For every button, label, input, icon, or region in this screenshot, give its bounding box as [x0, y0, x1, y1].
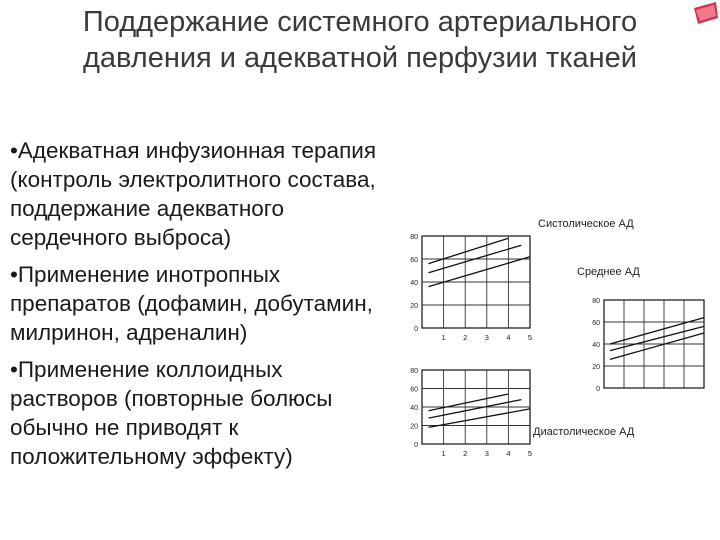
y-tick-label: 60	[592, 320, 600, 327]
bullet-text-line: сердечного выброса)	[10, 225, 232, 250]
y-tick-label: 60	[410, 386, 418, 394]
y-tick-label: 0	[414, 442, 418, 449]
bullet-text-line: препаратов (дофамин, добутамин,	[10, 291, 373, 316]
y-tick-label: 60	[410, 257, 418, 264]
bullet-text-line: растворов (повторные болюсы	[10, 386, 333, 411]
y-tick-label: 0	[414, 326, 418, 333]
series-line	[428, 238, 508, 263]
bullet-text-line: •Применение коллоидных	[10, 357, 283, 382]
x-tick-label: 2	[463, 449, 468, 458]
bullet-text-line: (контроль электролитного состава,	[10, 167, 376, 192]
chart-title-mean: Среднее АД	[577, 266, 640, 278]
y-tick-label: 20	[410, 423, 418, 431]
slide-title-line: давления и адекватной перфузии тканей	[82, 42, 638, 74]
bullet-text-line: обычно не приводят к	[10, 415, 239, 440]
bullet-item	[10, 355, 430, 471]
bullet-text-line: •Применение инотропных	[10, 262, 281, 287]
bullet-list	[10, 136, 430, 479]
y-tick-label: 40	[410, 405, 418, 412]
y-tick-label: 20	[592, 364, 600, 371]
bullet-item	[10, 260, 430, 347]
bullet-text-line: положительному эффекту)	[10, 444, 293, 469]
slide-title	[40, 4, 680, 76]
chart-systolic	[398, 228, 538, 350]
x-tick-label: 5	[527, 333, 533, 342]
chart-diastolic	[398, 364, 538, 464]
x-tick-label: 1	[441, 449, 446, 458]
bullet-text-line: милринон, адреналин)	[10, 320, 248, 345]
series-line	[428, 400, 521, 419]
series-line	[428, 394, 508, 411]
y-tick-label: 40	[410, 280, 418, 287]
y-tick-label: 40	[592, 342, 600, 349]
x-tick-label: 5	[527, 449, 533, 458]
bullet-text-line: •Адекватная инфузионная терапия	[10, 138, 376, 163]
x-tick-label: 2	[463, 333, 468, 342]
x-tick-label: 3	[484, 333, 489, 342]
x-tick-label: 4	[506, 333, 511, 342]
chart-mean	[582, 294, 708, 404]
chart-title-diastolic: Диастолическое АД	[533, 426, 635, 438]
x-tick-label: 3	[484, 449, 489, 458]
slide-title-line: Поддержание системного артериального	[82, 6, 638, 38]
x-tick-label: 4	[506, 449, 511, 458]
x-tick-label: 1	[441, 333, 446, 342]
y-tick-label: 20	[410, 303, 418, 310]
y-tick-label: 80	[592, 298, 600, 305]
chart-title-systolic: Систолическое АД	[538, 218, 634, 230]
bullet-item	[10, 136, 430, 252]
y-tick-label: 80	[410, 234, 418, 241]
y-tick-label: 80	[410, 368, 418, 375]
y-tick-label: 0	[596, 386, 600, 393]
decorative-corner-icon	[690, 0, 720, 26]
bullet-text-line: поддержание адекватного	[10, 196, 284, 221]
